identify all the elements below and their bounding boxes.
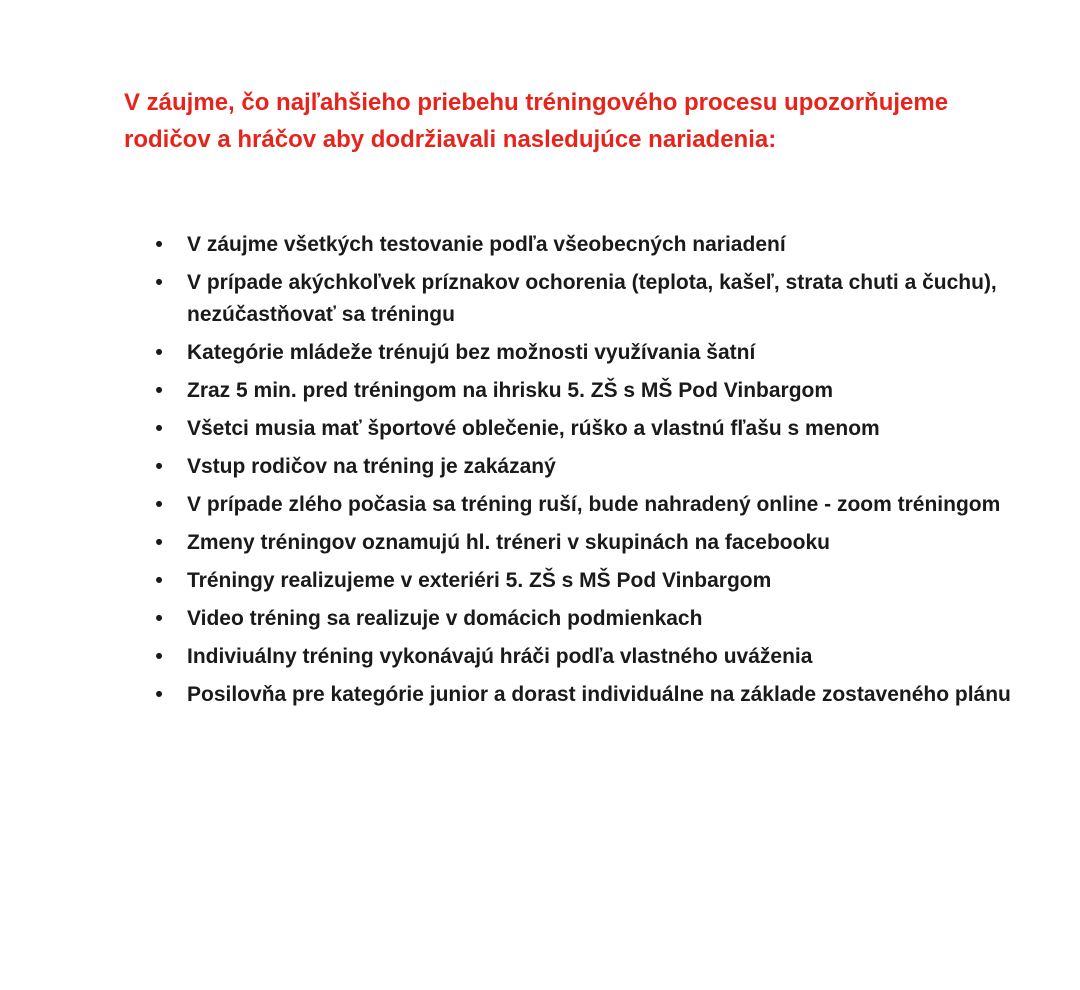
list-item: [152, 337, 1032, 369]
list-item-text: V záujme všetkých testovanie podľa všeobecných nariadení: [187, 233, 786, 256]
list-item: [152, 679, 1032, 711]
bullet-icon: •: [155, 379, 163, 402]
rules-list: [152, 229, 1032, 717]
list-item-text: Indiviuálny tréning vykonávajú hráči podľa vlastného uváženia: [187, 645, 813, 668]
bullet-icon: •: [155, 493, 163, 516]
bullet-icon: •: [155, 233, 163, 256]
list-item-text: Tréningy realizujeme v exteriéri 5. ZŠ s MŠ Pod Vinbargom: [187, 569, 772, 592]
list-item: [152, 229, 1032, 261]
list-item-text: Zraz 5 min. pred tréningom na ihrisku 5. ZŠ s MŠ Pod Vinbargom: [187, 379, 834, 402]
bullet-icon: •: [155, 341, 163, 364]
bullet-icon: •: [155, 645, 163, 668]
list-item-text: Zmeny tréningov oznamujú hl. tréneri v skupinách na facebooku: [187, 531, 830, 554]
list-item-text: Video tréning sa realizuje v domácich podmienkach: [187, 607, 703, 630]
bullet-icon: •: [155, 455, 163, 478]
list-item: [152, 603, 1032, 635]
list-item-text: V prípade zlého počasia sa tréning ruší, bude nahradený online - zoom tréningom: [187, 493, 1001, 516]
bullet-icon: •: [155, 683, 163, 706]
list-item: [152, 527, 1032, 559]
list-item-text: Vstup rodičov na tréning je zakázaný: [187, 455, 556, 478]
list-item: [152, 489, 1032, 521]
bullet-icon: •: [155, 569, 163, 592]
bullet-icon: •: [155, 271, 163, 294]
intro-heading: V záujme, čo najľahšieho priebehu tréningového procesu upozorňujeme rodičov a hráčov aby dodržiavali nasledujúce nariadenia:: [124, 89, 949, 153]
list-item: [152, 267, 1032, 331]
bullet-icon: •: [155, 417, 163, 440]
bullet-icon: •: [155, 531, 163, 554]
list-item: [152, 413, 1032, 445]
list-item: [152, 641, 1032, 673]
list-item-text: V prípade akýchkoľvek príznakov ochorenia (teplota, kašeľ, strata chuti a čuchu), nezúčastňovať sa tréningu: [187, 271, 997, 326]
list-item: [152, 565, 1032, 597]
bullet-icon: •: [155, 607, 163, 630]
list-item-text: Všetci musia mať športové oblečenie, rúško a vlastnú fľašu s menom: [187, 417, 880, 440]
list-item: [152, 451, 1032, 483]
list-item: [152, 375, 1032, 407]
list-item-text: Posilovňa pre kategórie junior a dorast individuálne na základe zostaveného plánu: [187, 683, 1011, 706]
list-item-text: Kategórie mládeže trénujú bez možnosti využívania šatní: [187, 341, 756, 364]
